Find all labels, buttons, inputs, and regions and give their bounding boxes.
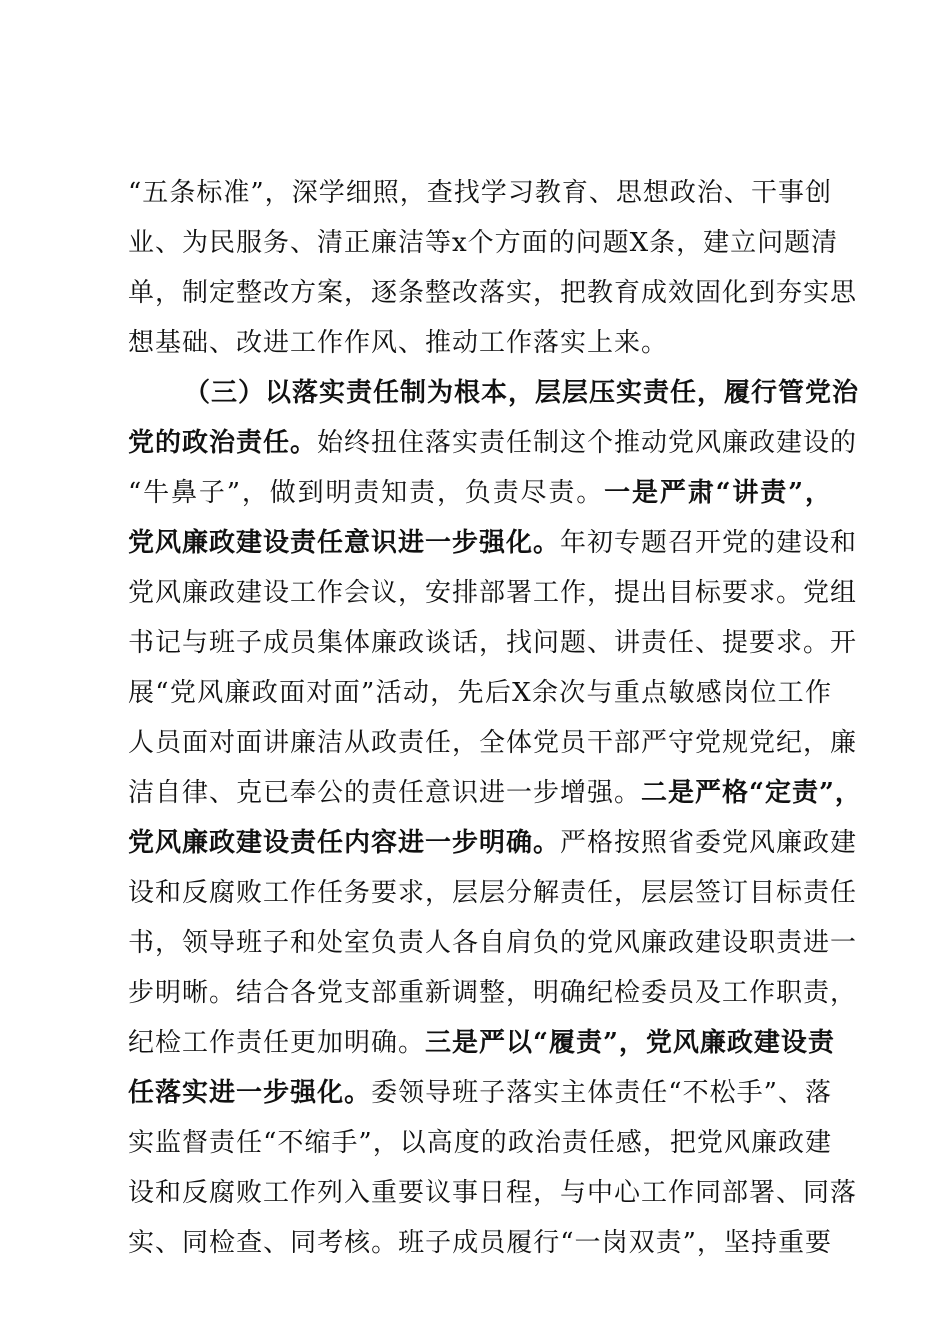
text-span: 年初专题召开党的建设和 — [560, 528, 858, 558]
text-line: 书记与班子成员集体廉政谈话，找问题、讲责任、提要求。开 — [128, 628, 858, 658]
text-line — [128, 518, 858, 568]
section-heading-tail: 党的政治责任。 — [128, 428, 318, 458]
text-span: 纪检工作责任更加明确。 — [128, 1028, 426, 1058]
text-line: 步明晰。结合各党支部重新调整，明确纪检委员及工作职责， — [128, 978, 858, 1008]
text-line: 实监督责任“不缩手”，以高度的政治责任感，把党风廉政建 — [128, 1128, 832, 1158]
text-line: 想基础、改进工作作风、推动工作落实上来。 — [128, 328, 669, 358]
text-line — [128, 818, 858, 868]
text-line: 实、同检查、同考核。班子成员履行“一岗双责”，坚持重要 — [128, 1228, 832, 1258]
point-one-heading: 党风廉政建设责任意识进一步强化。 — [128, 528, 561, 558]
text-line: “五条标准”，深学细照，查找学习教育、思想政治、干事创 — [128, 178, 832, 208]
point-two-heading: 党风廉政建设责任内容进一步明确。 — [128, 828, 561, 858]
text-line — [128, 418, 858, 468]
text-line: 人员面对面讲廉洁从政责任，全体党员干部严守党规党纪，廉 — [128, 728, 858, 758]
text-line: 设和反腐败工作任务要求，层层分解责任，层层签订目标责任 — [128, 878, 858, 908]
point-two-label: 二是严格“定责”， — [641, 778, 862, 808]
text-line: 书，领导班子和处室负责人各自肩负的党风廉政建设职责进一 — [128, 928, 858, 958]
text-span: “牛鼻子”，做到明责知责，负责尽责。 — [128, 478, 605, 508]
point-three-label: 三是严以“履责”，党风廉政建设责 — [425, 1028, 835, 1058]
point-one-label: 一是严肃“讲责”， — [604, 478, 832, 508]
text-span: 始终扭住落实责任制这个推动党风廉政建设的 — [317, 428, 858, 458]
section-heading-line: （三）以落实责任制为根本，层层压实责任，履行管党治 — [184, 378, 860, 408]
text-span: 严格按照省委党风廉政建 — [560, 828, 858, 858]
text-line: 业、为民服务、清正廉洁等x个方面的问题X条，建立问题清 — [128, 228, 839, 258]
point-three-heading: 任落实进一步强化。 — [128, 1078, 372, 1108]
text-span: 委领导班子落实主体责任“不松手”、落 — [371, 1078, 832, 1108]
text-line — [128, 1068, 832, 1118]
text-line — [128, 468, 832, 518]
text-line: 单，制定整改方案，逐条整改落实，把教育成效固化到夯实思 — [128, 278, 858, 308]
text-line: 设和反腐败工作列入重要议事日程，与中心工作同部署、同落 — [128, 1178, 858, 1208]
text-line: 党风廉政建设工作会议，安排部署工作，提出目标要求。党组 — [128, 578, 858, 608]
text-line: 展“党风廉政面对面”活动，先后X余次与重点敏感岗位工作 — [128, 678, 832, 708]
text-span: 洁自律、克已奉公的责任意识进一步增强。 — [128, 778, 642, 808]
text-line — [128, 768, 862, 818]
text-line — [128, 1018, 835, 1068]
